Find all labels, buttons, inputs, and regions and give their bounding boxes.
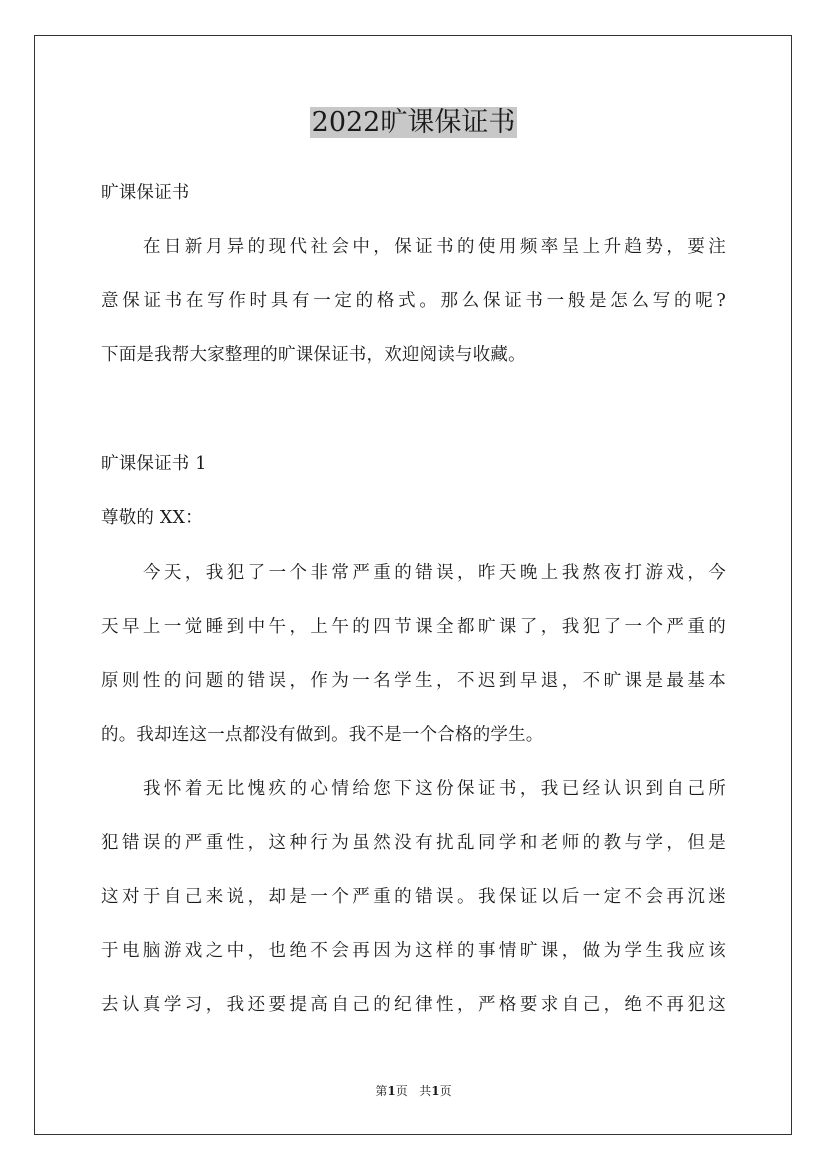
paragraph-line: 今天，我犯了一个非常严重的错误，昨天晚上我熬夜打游戏，今 — [143, 563, 726, 583]
paragraph-line: 的。我却连这一点都没有做到。我不是一个合格的学生。 — [101, 725, 544, 745]
section-heading: 旷课保证书 1 — [101, 454, 207, 474]
page-prefix: 第 — [375, 1084, 388, 1098]
page-number: 1 — [387, 1084, 396, 1098]
paragraph-line: 这对于自己来说，却是一个严重的错误。我保证以后一定不会再沉迷 — [101, 887, 726, 907]
paragraph-line: 原则性的问题的错误，作为一名学生，不迟到早退，不旷课是最基本 — [101, 671, 726, 691]
paragraph-line: 犯错误的严重性，这种行为虽然没有扰乱同学和老师的教与学，但是 — [101, 833, 726, 853]
document-title — [0, 105, 827, 141]
paragraph-line: 天早上一觉睡到中午，上午的四节课全都旷课了，我犯了一个严重的 — [101, 617, 726, 637]
paragraph-line: 去认真学习，我还要提高自己的纪律性，严格要求自己，绝不再犯这 — [101, 995, 726, 1015]
page-suffix: 页 — [395, 1084, 408, 1098]
document-title-text: 2022旷课保证书 — [311, 107, 516, 138]
paragraph-line: 于电脑游戏之中，也绝不会再因为这样的事情旷课，做为学生我应该 — [101, 941, 726, 961]
intro-line: 意保证书在写作时具有一定的格式。那么保证书一般是怎么写的呢? — [101, 291, 726, 311]
total-suffix: 页 — [439, 1084, 452, 1098]
intro-line: 在日新月异的现代社会中，保证书的使用频率呈上升趋势，要注 — [143, 237, 726, 257]
total-prefix: 共 — [419, 1084, 432, 1098]
paragraph-line: 我怀着无比愧疚的心情给您下这份保证书，我已经认识到自己所 — [143, 779, 726, 799]
salutation: 尊敬的 XX： — [101, 508, 203, 528]
intro-line: 下面是我帮大家整理的旷课保证书，欢迎阅读与收藏。 — [101, 345, 526, 365]
page-footer — [0, 1083, 827, 1099]
total-pages: 1 — [431, 1084, 440, 1098]
document-subtitle: 旷课保证书 — [101, 183, 190, 203]
